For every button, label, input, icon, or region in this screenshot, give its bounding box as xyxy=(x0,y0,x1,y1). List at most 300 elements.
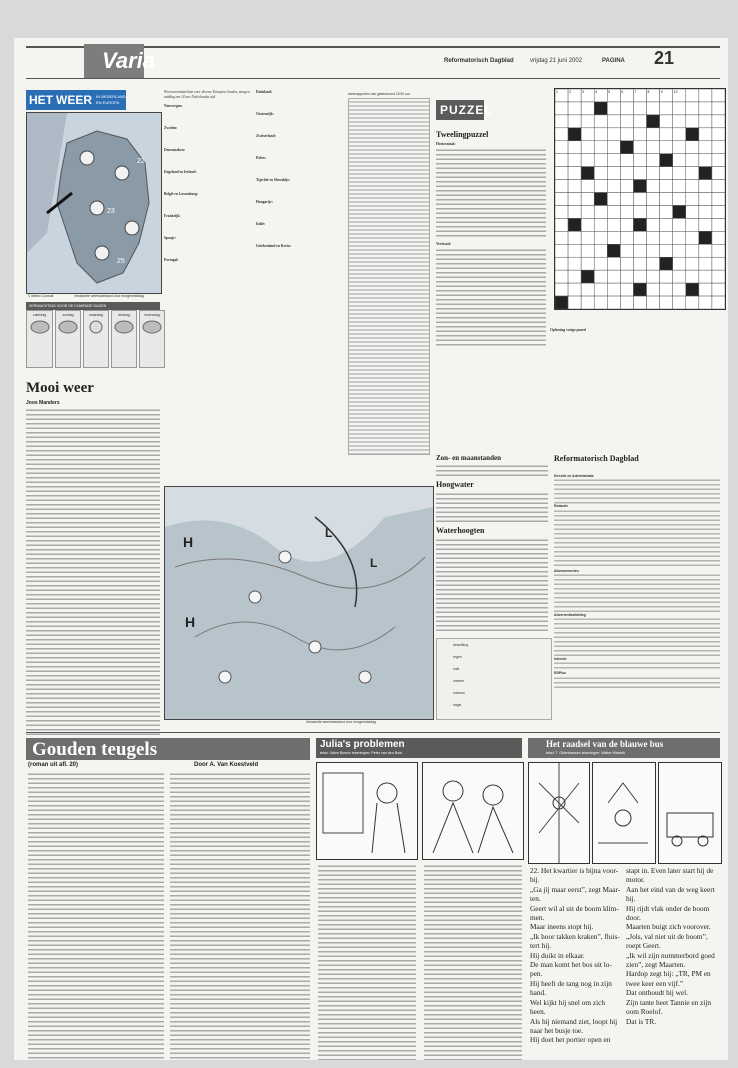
grid-cell xyxy=(712,244,725,257)
grid-cell xyxy=(607,180,620,193)
grid-cell xyxy=(620,296,633,309)
grid-cell xyxy=(581,102,594,115)
grid-cell xyxy=(555,102,568,115)
serial-text-col1 xyxy=(28,772,164,1060)
julia-cartoon-2 xyxy=(422,762,524,860)
grid-cell xyxy=(712,89,725,102)
grid-cell xyxy=(673,205,686,218)
grid-cell xyxy=(594,167,607,180)
grid-cell xyxy=(686,257,699,270)
bottom-section-rule xyxy=(26,732,720,733)
svg-text:L: L xyxy=(370,556,378,570)
grid-cell xyxy=(686,167,699,180)
grid-cell xyxy=(607,115,620,128)
grid-cell xyxy=(620,193,633,206)
grid-cell xyxy=(594,283,607,296)
grid-cell xyxy=(581,257,594,270)
grid-cell xyxy=(633,218,646,231)
grid-cell xyxy=(568,283,581,296)
grid-number: 3 xyxy=(582,90,585,94)
grid-cell xyxy=(633,231,646,244)
svg-text:22: 22 xyxy=(137,158,145,165)
grid-cell xyxy=(647,154,660,167)
grid-cell xyxy=(633,154,646,167)
julia-illustration-2 xyxy=(423,763,523,859)
grid-cell xyxy=(607,296,620,309)
grid-cell xyxy=(633,283,646,296)
grid-cell xyxy=(607,244,620,257)
grid-cell xyxy=(673,257,686,270)
comic-illustration-2 xyxy=(593,763,655,863)
grid-cell xyxy=(607,270,620,283)
grid-cell xyxy=(607,141,620,154)
grid-cell xyxy=(686,180,699,193)
grid-cell xyxy=(581,296,594,309)
grid-cell xyxy=(673,180,686,193)
grid-cell xyxy=(673,244,686,257)
grid-cell xyxy=(712,193,725,206)
grid-cell xyxy=(712,283,725,296)
grid-cell xyxy=(607,193,620,206)
grid-cell xyxy=(607,167,620,180)
grid-cell xyxy=(633,128,646,141)
serial-author: Door A. Van Koestveld xyxy=(194,762,259,768)
julia-header xyxy=(316,738,522,758)
svg-text:23: 23 xyxy=(107,208,115,215)
grid-cell xyxy=(594,270,607,283)
paper-name: Reformatorisch Dagblad xyxy=(444,58,514,64)
grid-cell xyxy=(686,231,699,244)
grid-cell xyxy=(568,257,581,270)
grid-cell xyxy=(633,180,646,193)
water-text xyxy=(436,538,548,633)
comic-credits: tekst: T. Okkerhausen tekeningen: Walter Wissink xyxy=(546,751,625,755)
weather-table xyxy=(348,98,430,455)
grid-cell xyxy=(607,102,620,115)
comic-title: Het raadsel van de blauwe bus xyxy=(546,739,664,749)
grid-cell xyxy=(568,193,581,206)
grid-cell xyxy=(594,244,607,257)
cloud-icon xyxy=(140,317,164,337)
grid-cell xyxy=(673,141,686,154)
comic-panel-2 xyxy=(592,762,656,864)
grid-cell xyxy=(686,193,699,206)
cloud-icon xyxy=(112,317,136,337)
verticaal-clues xyxy=(436,248,546,348)
horizontaal-label: Horizontaal: xyxy=(436,142,456,146)
grid-cell xyxy=(699,270,712,283)
svg-text:L: L xyxy=(325,526,333,540)
julia-text-col1 xyxy=(318,864,416,1060)
grid-cell xyxy=(647,244,660,257)
forecast-day: woensdag xyxy=(139,310,165,368)
grid-number: 4 xyxy=(595,90,598,94)
grid-cell xyxy=(555,257,568,270)
grid-cell xyxy=(660,296,673,309)
grid-cell xyxy=(620,205,633,218)
grid-cell xyxy=(686,154,699,167)
grid-cell xyxy=(699,218,712,231)
grid-cell xyxy=(555,283,568,296)
grid-cell xyxy=(633,102,646,115)
forecast-days xyxy=(26,310,160,368)
grid-cell xyxy=(686,205,699,218)
grid-cell xyxy=(712,141,725,154)
grid-cell xyxy=(555,115,568,128)
grid-cell xyxy=(594,205,607,218)
cloud-icon xyxy=(56,317,80,337)
grid-cell xyxy=(607,231,620,244)
grid-cell xyxy=(660,115,673,128)
grid-cell xyxy=(555,296,568,309)
grid-cell xyxy=(568,296,581,309)
grid-cell xyxy=(647,296,660,309)
grid-cell xyxy=(699,283,712,296)
grid-cell xyxy=(607,205,620,218)
grid-cell xyxy=(699,89,712,102)
grid-cell xyxy=(568,180,581,193)
grid-cell xyxy=(699,193,712,206)
grid-cell xyxy=(633,193,646,206)
grid-cell xyxy=(555,193,568,206)
grid-cell xyxy=(647,283,660,296)
grid-cell xyxy=(712,257,725,270)
newspaper-page xyxy=(14,38,728,1060)
grid-cell xyxy=(660,193,673,206)
europe-map-caption: Verwachte weerstoestand voor morgenmiddag xyxy=(306,720,376,724)
comic-illustration-1 xyxy=(529,763,589,863)
grid-cell xyxy=(660,102,673,115)
grid-cell xyxy=(712,102,725,115)
grid-cell xyxy=(568,154,581,167)
grid-cell xyxy=(673,270,686,283)
colofon-body: Directie en Administratie Redactie Abonnementen Advertentieafdeling Internet RDPlus xyxy=(554,468,720,718)
grid-cell xyxy=(568,167,581,180)
grid-cell xyxy=(647,270,660,283)
grid-cell xyxy=(594,128,607,141)
europe-map-graphic xyxy=(165,487,433,719)
grid-cell xyxy=(581,205,594,218)
julia-title: Julia's problemen xyxy=(320,739,405,750)
grid-cell xyxy=(555,167,568,180)
serial-text-col2 xyxy=(170,772,310,1060)
grid-cell xyxy=(673,167,686,180)
julia-cartoon-1 xyxy=(316,762,418,860)
grid-cell xyxy=(712,180,725,193)
grid-cell xyxy=(620,270,633,283)
grid-cell xyxy=(555,244,568,257)
grid-cell xyxy=(647,180,660,193)
grid-cell xyxy=(620,283,633,296)
grid-cell xyxy=(660,231,673,244)
europe-weather-map xyxy=(164,486,434,720)
grid-cell xyxy=(699,231,712,244)
tide-text xyxy=(436,492,548,522)
grid-cell xyxy=(633,270,646,283)
grid-cell xyxy=(581,231,594,244)
grid-cell xyxy=(620,167,633,180)
grid-cell xyxy=(633,167,646,180)
grid-cell xyxy=(699,205,712,218)
grid-cell xyxy=(620,115,633,128)
grid-number: 10 xyxy=(673,90,678,94)
grid-cell xyxy=(581,270,594,283)
grid-cell xyxy=(568,270,581,283)
grid-cell xyxy=(699,128,712,141)
grid-cell xyxy=(647,128,660,141)
grid-cell xyxy=(581,115,594,128)
weather-legend: bewolking regen mist onweer sneeuw hagel xyxy=(436,638,552,720)
forecast-strip-title: VERWACHTING VOOR DE KOMENDE DAGEN xyxy=(26,302,160,310)
grid-cell xyxy=(581,141,594,154)
serial-subtitle: (roman uit afl. 20) xyxy=(28,762,79,768)
grid-cell xyxy=(699,180,712,193)
weather-headline: Mooi weer xyxy=(26,380,94,396)
grid-cell xyxy=(660,141,673,154)
grid-cell xyxy=(581,167,594,180)
grid-cell xyxy=(607,218,620,231)
julia-text-col2 xyxy=(424,864,522,1060)
issue-date: vrijdag 21 juni 2002 xyxy=(530,58,583,64)
europe-intro: Weersvooruitzichten voor diverse Europese landen, morgen middag om 14 uur Nederlandse tijd. xyxy=(164,90,250,99)
grid-cell xyxy=(647,102,660,115)
grid-number: 9 xyxy=(660,90,663,94)
grid-cell xyxy=(607,257,620,270)
grid-cell xyxy=(594,296,607,309)
grid-cell xyxy=(686,283,699,296)
grid-cell xyxy=(712,128,725,141)
grid-cell xyxy=(712,231,725,244)
grid-cell xyxy=(699,296,712,309)
grid-cell xyxy=(555,128,568,141)
grid-cell xyxy=(594,193,607,206)
grid-cell xyxy=(660,218,673,231)
grid-cell xyxy=(647,205,660,218)
grid-cell xyxy=(673,193,686,206)
grid-cell xyxy=(555,180,568,193)
grid-cell xyxy=(594,154,607,167)
grid-cell xyxy=(712,205,725,218)
grid-cell xyxy=(594,218,607,231)
grid-cell xyxy=(699,167,712,180)
comic-panel-1 xyxy=(528,762,590,864)
grid-cell xyxy=(581,180,594,193)
grid-cell xyxy=(699,257,712,270)
grid-cell xyxy=(568,244,581,257)
grid-cell xyxy=(620,141,633,154)
grid-cell xyxy=(660,180,673,193)
grid-cell xyxy=(686,296,699,309)
sun-moon-title: Zon- en maanstanden xyxy=(436,454,501,462)
grid-cell xyxy=(607,128,620,141)
grid-cell xyxy=(581,128,594,141)
grid-cell xyxy=(660,154,673,167)
grid-cell xyxy=(594,115,607,128)
comic-illustration-3 xyxy=(659,763,721,863)
grid-cell xyxy=(581,244,594,257)
grid-cell xyxy=(647,218,660,231)
grid-cell xyxy=(581,154,594,167)
grid-cell xyxy=(594,257,607,270)
grid-cell xyxy=(699,102,712,115)
puzzle-title: PUZZEL xyxy=(440,103,493,117)
svg-text:25: 25 xyxy=(117,258,125,265)
grid-number: 5 xyxy=(608,90,611,94)
comic-text-col1: 22. Het kwartier is bijna voor- bij. „Ga jij maar eerst”, zegt Maar- ten. Geert wil al uit de boom klim- men. Maar ineens stopt hij. „Ik hoor takken kraken”, fluis- tert hij. Hij duikt in elkaar. De man komt het bos uit lo- pen. Hij heeft de tang nog in zijn hand. Wel kijkt hij snel om zich heen. Als hij niemand ziet, loopt hij naar het busje toe. Hij doet het portier open en xyxy=(530,866,621,1045)
grid-cell xyxy=(699,154,712,167)
grid-cell xyxy=(607,283,620,296)
grid-cell xyxy=(568,218,581,231)
grid-cell xyxy=(647,257,660,270)
grid-cell xyxy=(673,296,686,309)
grid-cell xyxy=(686,102,699,115)
grid-cell xyxy=(607,154,620,167)
svg-text:H: H xyxy=(183,534,194,550)
grid-cell xyxy=(673,115,686,128)
comic-text-col2: stapt in. Even later start hij de motor. Aan het eind van de weg keert hij. Hij rijdt vlak onder de boom door. Maarten buigt zich voorover. „Jols, val niet uit de boom”, roept Geert. „Ik wil zijn nummerbord goed zien”, zegt Maarten. Hardop zegt hij: „TR, PM en twee keer een vijf.” Dat onthoudt hij wel. Zijn tante heet Tannie en zijn oom Roelof. Dat is TR. xyxy=(626,866,715,1026)
grid-cell xyxy=(568,141,581,154)
crossword-grid-svg xyxy=(555,89,725,309)
tide-title: Hoogwater xyxy=(436,480,474,489)
puzzle-header xyxy=(436,100,556,120)
julia-credits: tekst: Jolien Bosnic tekeningen: Peter van den Bold xyxy=(320,751,402,755)
grid-cell xyxy=(620,128,633,141)
grid-number: 6 xyxy=(621,90,624,94)
forecast-day: dinsdag xyxy=(111,310,137,368)
grid-cell xyxy=(686,270,699,283)
julia-illustration-1 xyxy=(317,763,417,859)
grid-cell xyxy=(620,231,633,244)
map-credit: © Meteo Consult xyxy=(28,294,54,298)
grid-cell xyxy=(555,205,568,218)
grid-cell xyxy=(712,154,725,167)
weather-byline: Joos Manders xyxy=(26,400,60,406)
grid-cell xyxy=(555,218,568,231)
puzzle-headline: Tweelingpuzzel xyxy=(436,130,489,139)
grid-cell xyxy=(620,257,633,270)
forecast-day: zaterdag xyxy=(26,310,53,368)
grid-cell xyxy=(555,141,568,154)
grid-cell xyxy=(633,244,646,257)
sun-moon-text xyxy=(436,464,548,478)
grid-number: 7 xyxy=(634,90,637,94)
header-bottom-rule xyxy=(26,78,720,79)
grid-cell xyxy=(581,193,594,206)
grid-cell xyxy=(620,180,633,193)
grid-cell xyxy=(594,231,607,244)
grid-cell xyxy=(660,244,673,257)
grid-cell xyxy=(594,102,607,115)
grid-cell xyxy=(673,102,686,115)
grid-cell xyxy=(620,102,633,115)
grid-cell xyxy=(594,180,607,193)
grid-cell xyxy=(581,283,594,296)
grid-cell xyxy=(568,205,581,218)
grid-cell xyxy=(686,115,699,128)
water-title: Waterhoogten xyxy=(436,526,485,535)
comic-panel-3 xyxy=(658,762,722,864)
grid-cell xyxy=(660,283,673,296)
grid-number: 1 xyxy=(556,90,558,94)
grid-cell xyxy=(647,231,660,244)
grid-cell xyxy=(568,231,581,244)
page-label: PAGINA xyxy=(602,58,625,64)
europe-regions-column-2: Duitsland: Oostenrijk: Zwitserland: Polen: Tsjechië en Slowakije: Hongarije: Italië: Griekenland en Kreta: xyxy=(256,90,291,248)
grid-cell xyxy=(620,154,633,167)
svg-text:H: H xyxy=(185,614,196,630)
grid-cell xyxy=(555,270,568,283)
grid-cell xyxy=(620,244,633,257)
serial-title: Gouden teugels xyxy=(32,739,158,760)
verticaal-label: Verticaal: xyxy=(436,242,452,246)
grid-cell xyxy=(660,205,673,218)
grid-cell xyxy=(660,167,673,180)
grid-cell xyxy=(673,218,686,231)
grid-cell xyxy=(686,141,699,154)
forecast-day: maandag xyxy=(83,310,109,368)
grid-cell xyxy=(686,128,699,141)
grid-cell xyxy=(594,141,607,154)
grid-cell xyxy=(686,89,699,102)
grid-cell xyxy=(712,270,725,283)
grid-cell xyxy=(620,218,633,231)
grid-cell xyxy=(673,128,686,141)
sun-cloud-icon xyxy=(84,317,108,337)
grid-cell xyxy=(686,218,699,231)
grid-number: 8 xyxy=(647,90,650,94)
grid-cell xyxy=(568,102,581,115)
grid-cell xyxy=(647,193,660,206)
grid-cell xyxy=(699,244,712,257)
grid-cell xyxy=(555,231,568,244)
grid-cell xyxy=(673,283,686,296)
grid-cell xyxy=(699,141,712,154)
map-caption: Verwachte weerstoestand voor morgenmiddag xyxy=(74,294,144,298)
serial-header xyxy=(26,738,310,760)
grid-cell xyxy=(633,257,646,270)
grid-cell xyxy=(555,154,568,167)
grid-cell xyxy=(660,257,673,270)
grid-cell xyxy=(712,296,725,309)
grid-cell xyxy=(647,141,660,154)
weather-logo: HET WEER IN NEDERLAND EN EUROPA xyxy=(26,90,126,110)
grid-cell xyxy=(568,128,581,141)
grid-cell xyxy=(699,115,712,128)
grid-cell xyxy=(568,115,581,128)
nl-map-graphic xyxy=(27,113,161,293)
page-number: 21 xyxy=(654,48,675,68)
grid-number: 2 xyxy=(569,90,572,94)
grid-cell xyxy=(581,218,594,231)
weather-article-text xyxy=(26,408,160,750)
crossword-grid xyxy=(554,88,726,310)
grid-cell xyxy=(686,244,699,257)
grid-cell xyxy=(660,270,673,283)
grid-cell xyxy=(633,141,646,154)
comic-header xyxy=(528,738,720,758)
netherlands-weather-map xyxy=(26,112,162,294)
grid-cell xyxy=(660,128,673,141)
solution-label: Oplossing vorige puzzel xyxy=(550,328,587,332)
grid-cell xyxy=(633,205,646,218)
grid-cell xyxy=(673,154,686,167)
grid-cell xyxy=(673,231,686,244)
grid-cell xyxy=(647,115,660,128)
weather-table-title: weerrapporten van gisteravond 18.00 uur xyxy=(348,92,411,96)
cloud-icon xyxy=(28,317,52,337)
forecast-day: zondag xyxy=(55,310,81,368)
grid-cell xyxy=(633,296,646,309)
